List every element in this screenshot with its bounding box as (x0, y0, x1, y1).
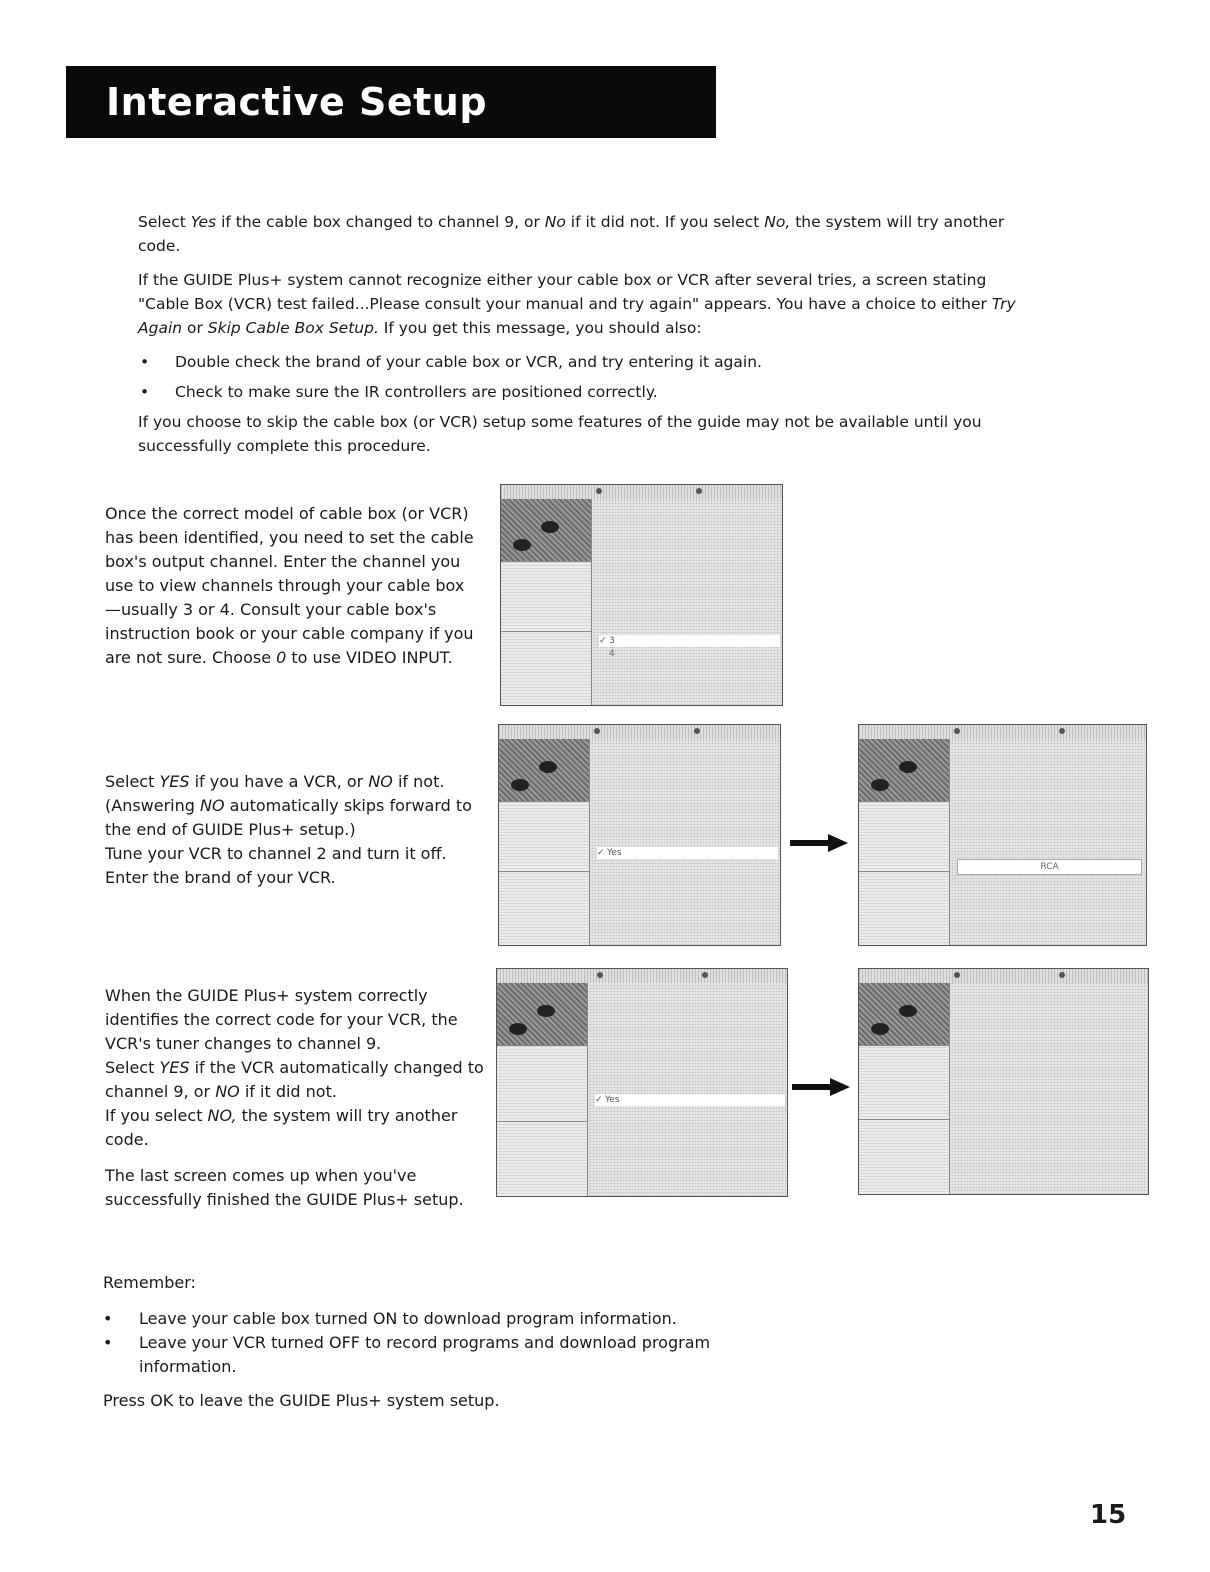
page-title-banner (66, 66, 716, 138)
screen-panel (501, 561, 591, 632)
video-window (859, 739, 949, 801)
screen-panel (497, 1121, 587, 1197)
option-label: 3 (609, 636, 615, 646)
screen-panel (859, 1119, 949, 1195)
text-italic: 0 (276, 648, 287, 667)
dot-icon (696, 488, 702, 494)
blob-icon (509, 1023, 527, 1035)
step-2-caption (105, 770, 485, 890)
screen-option (599, 648, 780, 660)
text: to use VIDEO INPUT. (286, 648, 453, 667)
option-label: 4 (609, 649, 615, 659)
closing-instruction: Press OK to leave the GUIDE Plus+ system setup. (103, 1391, 500, 1410)
blob-icon (871, 1023, 889, 1035)
remember-list (103, 1307, 803, 1379)
caption-paragraph: Tune your VCR to channel 2 and turn it off. Enter the brand of your VCR. (105, 844, 447, 887)
intro-paragraph-2 (138, 268, 1038, 340)
text-italic: Try Again (138, 295, 1016, 337)
divider (587, 983, 588, 1196)
divider (591, 499, 592, 705)
screen-panel (859, 871, 949, 946)
dot-icon (694, 728, 700, 734)
text: automatically skips forward to the end of GUIDE Plus+ setup.) (105, 796, 472, 839)
text-italic: NO (215, 1082, 240, 1101)
blob-icon (899, 1005, 917, 1017)
dot-icon (954, 728, 960, 734)
blob-icon (541, 521, 559, 533)
text-italic: NO, (207, 1106, 237, 1125)
text: if not. (392, 772, 445, 791)
screen-panel (501, 631, 591, 706)
dot-icon (594, 728, 600, 734)
text: if it did not. If you select (565, 213, 765, 231)
caption-paragraph (105, 1056, 485, 1104)
screen-top-bar (859, 725, 1146, 739)
arrow-right-icon (790, 834, 848, 852)
caption-paragraph: When the GUIDE Plus+ system correctly identifies the correct code for your VCR, the VCR's tuner changes to channel 9. (105, 986, 458, 1053)
intro-section (138, 210, 1038, 468)
intro-bullet-list (138, 350, 1038, 404)
screen-panel (859, 1045, 949, 1120)
text: if you have a VCR, or (189, 772, 369, 791)
text-italic: Yes (190, 213, 217, 231)
video-window (499, 739, 589, 801)
screenshot-output-channel (500, 484, 783, 706)
list-item: • Leave your cable box turned ON to download program information. (103, 1307, 803, 1331)
page-title: Interactive Setup (106, 80, 488, 124)
list-item: • Leave your VCR turned OFF to record programs and download program information. (103, 1331, 803, 1379)
text-italic: Skip Cable Box Setup. (207, 319, 379, 337)
text-italic: NO (200, 796, 225, 815)
text-italic: YES (159, 1058, 190, 1077)
option-label: Yes (605, 1095, 620, 1105)
screen-top-bar (859, 969, 1148, 983)
divider (949, 739, 950, 945)
option-label: Yes (607, 848, 622, 858)
text: If you select (105, 1106, 208, 1125)
blob-icon (871, 779, 889, 791)
remember-heading: Remember: (103, 1273, 196, 1292)
screenshot-vcr-channel-9 (496, 968, 788, 1197)
screen-top-bar (497, 969, 787, 983)
text-italic: YES (159, 772, 190, 791)
text: If the GUIDE Plus+ system cannot recognize either your cable box or VCR after several tries, a screen stating "Cable Box (VCR) test failed...Please consult your manual and try again" appears. You have a choice to either (138, 271, 992, 313)
screen-panel (497, 1045, 587, 1122)
caption-paragraph (105, 502, 475, 670)
text: the system will try another code. (138, 213, 1005, 255)
page-number: 15 (1090, 1500, 1127, 1530)
text-italic: No, (764, 213, 791, 231)
list-item: • Double check the brand of your cable box or VCR, and try entering it again. (138, 350, 1038, 374)
intro-paragraph-3: If you choose to skip the cable box (or VCR) setup some features of the guide may not be available until you successfully complete this procedure. (138, 413, 982, 455)
text: or (182, 319, 208, 337)
dot-icon (1059, 728, 1065, 734)
checkmark-icon: ✓ (595, 1095, 603, 1105)
screen-option-selected (595, 1094, 785, 1106)
screenshot-setup-complete (858, 968, 1149, 1195)
screen-panel (499, 871, 589, 946)
caption-paragraph (105, 1104, 485, 1152)
blob-icon (513, 539, 531, 551)
video-window (501, 499, 591, 561)
dot-icon (1059, 972, 1065, 978)
checkmark-icon: ✓ (599, 636, 607, 646)
video-window (497, 983, 587, 1045)
dot-icon (954, 972, 960, 978)
divider (589, 739, 590, 945)
dot-icon (597, 972, 603, 978)
field-value: RCA (1040, 862, 1059, 872)
text: If you get this message, you should also: (378, 319, 702, 337)
dot-icon (702, 972, 708, 978)
blob-icon (539, 761, 557, 773)
step-1-caption (105, 502, 475, 670)
remember-section (103, 1271, 803, 1413)
screen-option-selected (599, 635, 780, 647)
screen-top-bar (499, 725, 780, 739)
caption-paragraph: The last screen comes up when you've successfully finished the GUIDE Plus+ setup. (105, 1166, 464, 1209)
blob-icon (537, 1005, 555, 1017)
step-3-caption (105, 984, 485, 1212)
screen-top-bar (501, 485, 782, 499)
arrow-right-icon (792, 1078, 850, 1096)
dot-icon (596, 488, 602, 494)
blob-icon (511, 779, 529, 791)
screen-option-selected (597, 847, 778, 859)
text: Select (138, 213, 191, 231)
blob-icon (899, 761, 917, 773)
caption-paragraph (105, 770, 485, 794)
intro-paragraph-1 (138, 210, 1038, 258)
text-italic: No (544, 213, 566, 231)
caption-paragraph (105, 794, 485, 842)
screen-panel (859, 801, 949, 872)
screen-panel (499, 801, 589, 872)
brand-field (957, 859, 1142, 875)
text: Once the correct model of cable box (or VCR) has been identified, you need to set the cable box's output channel. Enter the channel you use to view channels through your cable box—usually 3 or 4. Consult your cable box's instruction book or your cable company if you are not sure. Choose (105, 504, 474, 667)
video-window (859, 983, 949, 1045)
divider (949, 983, 950, 1194)
checkmark-icon: ✓ (597, 848, 605, 858)
text: Select (105, 1058, 160, 1077)
text: if it did not. (239, 1082, 337, 1101)
text: the system will try another code. (105, 1106, 458, 1149)
screenshot-have-vcr (498, 724, 781, 946)
text-italic: NO (368, 772, 393, 791)
text: if the cable box changed to channel 9, or (216, 213, 545, 231)
screenshot-vcr-brand (858, 724, 1147, 946)
text: if the VCR automatically changed to channel 9, or (105, 1058, 484, 1101)
text: Select (105, 772, 160, 791)
text: (Answering (105, 796, 200, 815)
list-item: • Check to make sure the IR controllers are positioned correctly. (138, 380, 1038, 404)
